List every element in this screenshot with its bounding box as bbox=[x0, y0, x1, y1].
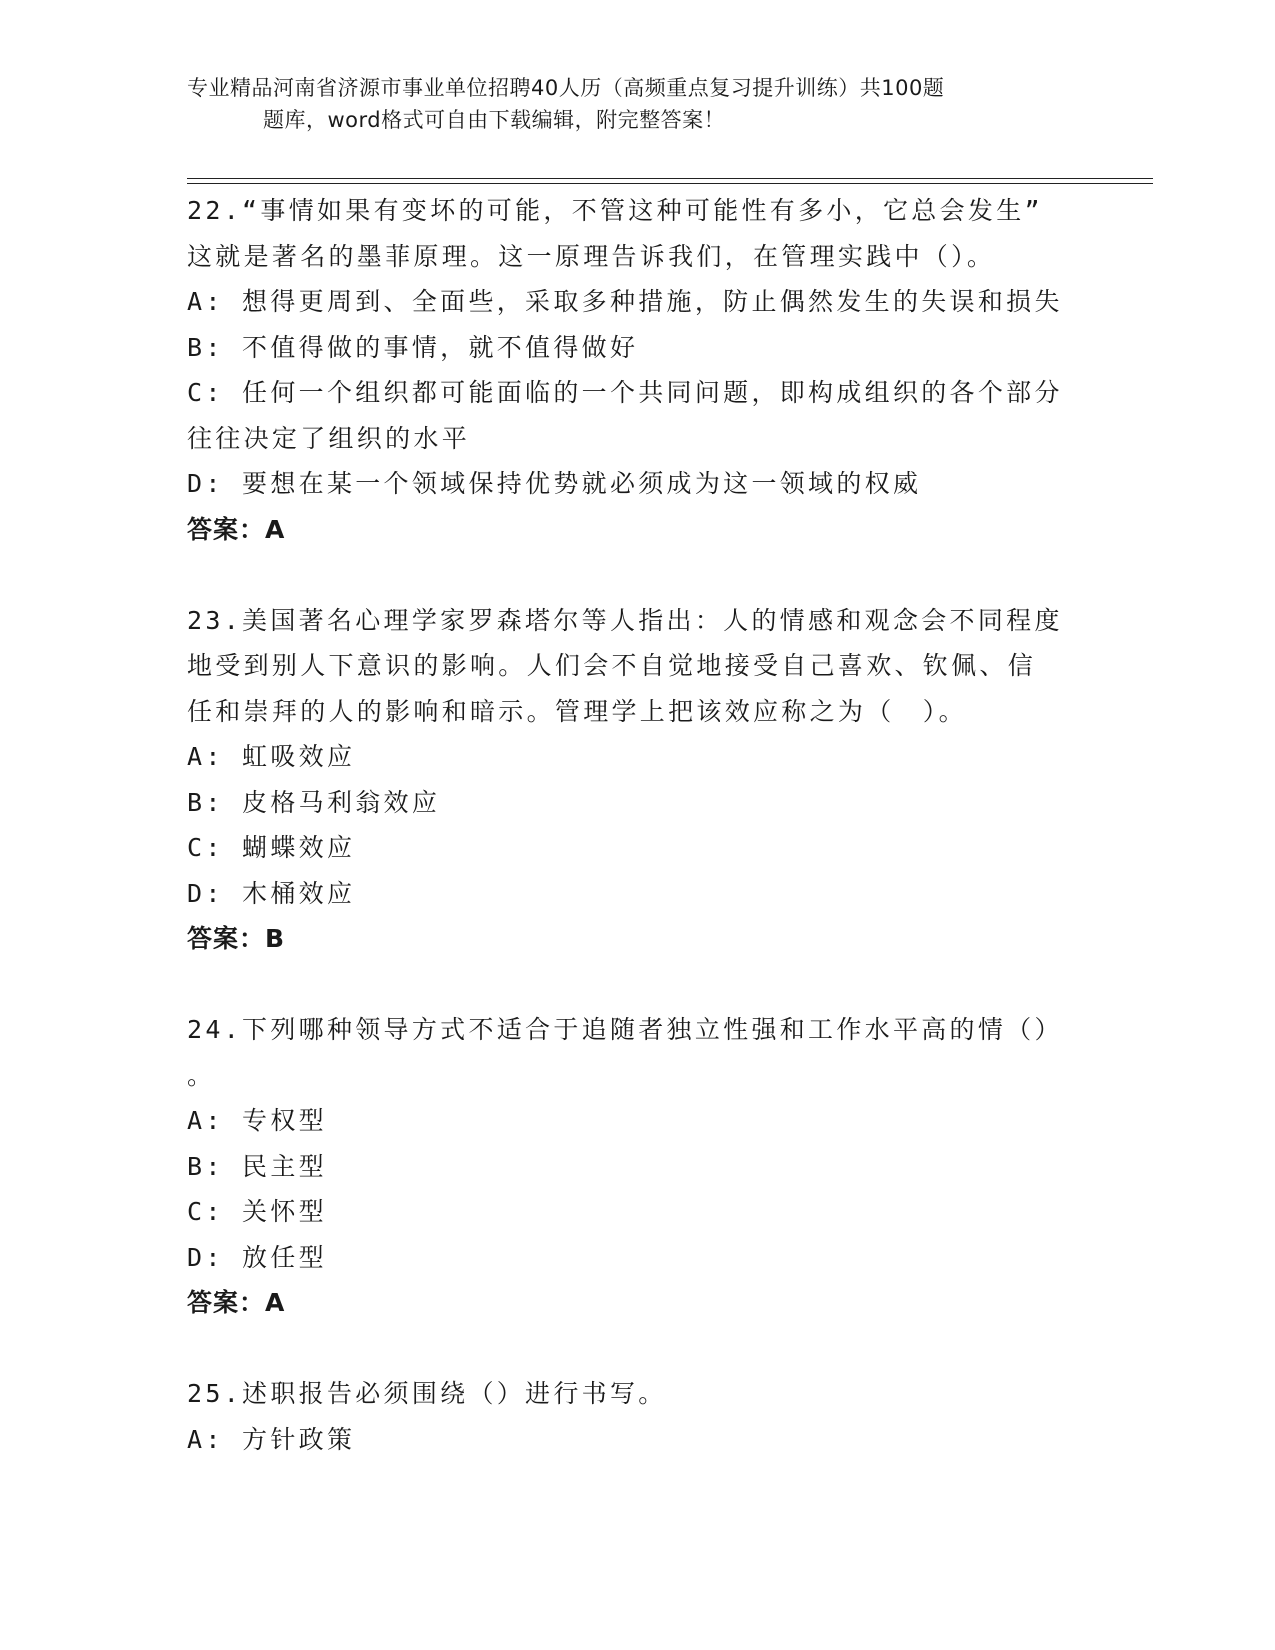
option-d: D: 放任型 bbox=[187, 1242, 327, 1272]
option-a: A: 方针政策 bbox=[187, 1424, 356, 1454]
question-stem-line: 这就是著名的墨菲原理。这一原理告诉我们，在管理实践中（）。 bbox=[187, 241, 996, 271]
header-rule-top bbox=[187, 178, 1153, 179]
option-a: A: 虹吸效应 bbox=[187, 742, 356, 771]
option-d: D: 木桶效应 bbox=[187, 878, 356, 908]
question-stem-line: 22.“事情如果有变坏的可能，不管这种可能性有多小，它总会发生” bbox=[187, 196, 1043, 225]
header-rule-bottom bbox=[187, 183, 1153, 184]
answer: 答案：B bbox=[187, 924, 286, 953]
question-stem-line: 任和崇拜的人的影响和暗示。管理学上把该效应称之为（ ）。 bbox=[187, 696, 967, 726]
option-d: D: 要想在某一个领域保持优势就必须成为这一领域的权威 bbox=[187, 469, 922, 498]
option-c: C: 关怀型 bbox=[187, 1197, 327, 1226]
question-list bbox=[187, 188, 1087, 1462]
question-24 bbox=[187, 1007, 1087, 1326]
answer: 答案：A bbox=[187, 514, 286, 544]
question-25 bbox=[187, 1371, 1087, 1462]
option-b: B: 皮格马利翁效应 bbox=[187, 787, 441, 817]
answer: 答案：A bbox=[187, 1288, 286, 1317]
document-header bbox=[187, 72, 1087, 136]
question-stem-line: 24.下列哪种领导方式不适合于追随者独立性强和工作水平高的情（） bbox=[187, 1015, 1063, 1044]
option-c-continued: 往往决定了组织的水平 bbox=[187, 423, 471, 453]
option-a: A: 想得更周到、全面些，采取多种措施，防止偶然发生的失误和损失 bbox=[187, 287, 1063, 316]
question-stem-line: 23.美国著名心理学家罗森塔尔等人指出：人的情感和观念会不同程度 bbox=[187, 605, 1063, 635]
option-c: C: 蝴蝶效应 bbox=[187, 833, 356, 862]
question-23 bbox=[187, 598, 1087, 962]
option-c: C: 任何一个组织都可能面临的一个共同问题，即构成组织的各个部分 bbox=[187, 378, 1063, 407]
header-line-2: 题库，word格式可自由下载编辑，附完整答案！ bbox=[263, 108, 726, 132]
option-b: B: 不值得做的事情，就不值得做好 bbox=[187, 332, 639, 362]
question-stem-line: 25.述职报告必须围绕（）进行书写。 bbox=[187, 1379, 667, 1408]
option-a: A: 专权型 bbox=[187, 1106, 327, 1135]
question-stem-line: 地受到别人下意识的影响。人们会不自觉地接受自己喜欢、钦佩、信 bbox=[187, 651, 1037, 680]
question-stem-line: 。 bbox=[187, 1060, 216, 1090]
option-b: B: 民主型 bbox=[187, 1151, 327, 1181]
header-line-1: 专业精品河南省济源市事业单位招聘40人历（高频重点复习提升训练）共100题 bbox=[187, 76, 945, 100]
question-22 bbox=[187, 188, 1087, 552]
